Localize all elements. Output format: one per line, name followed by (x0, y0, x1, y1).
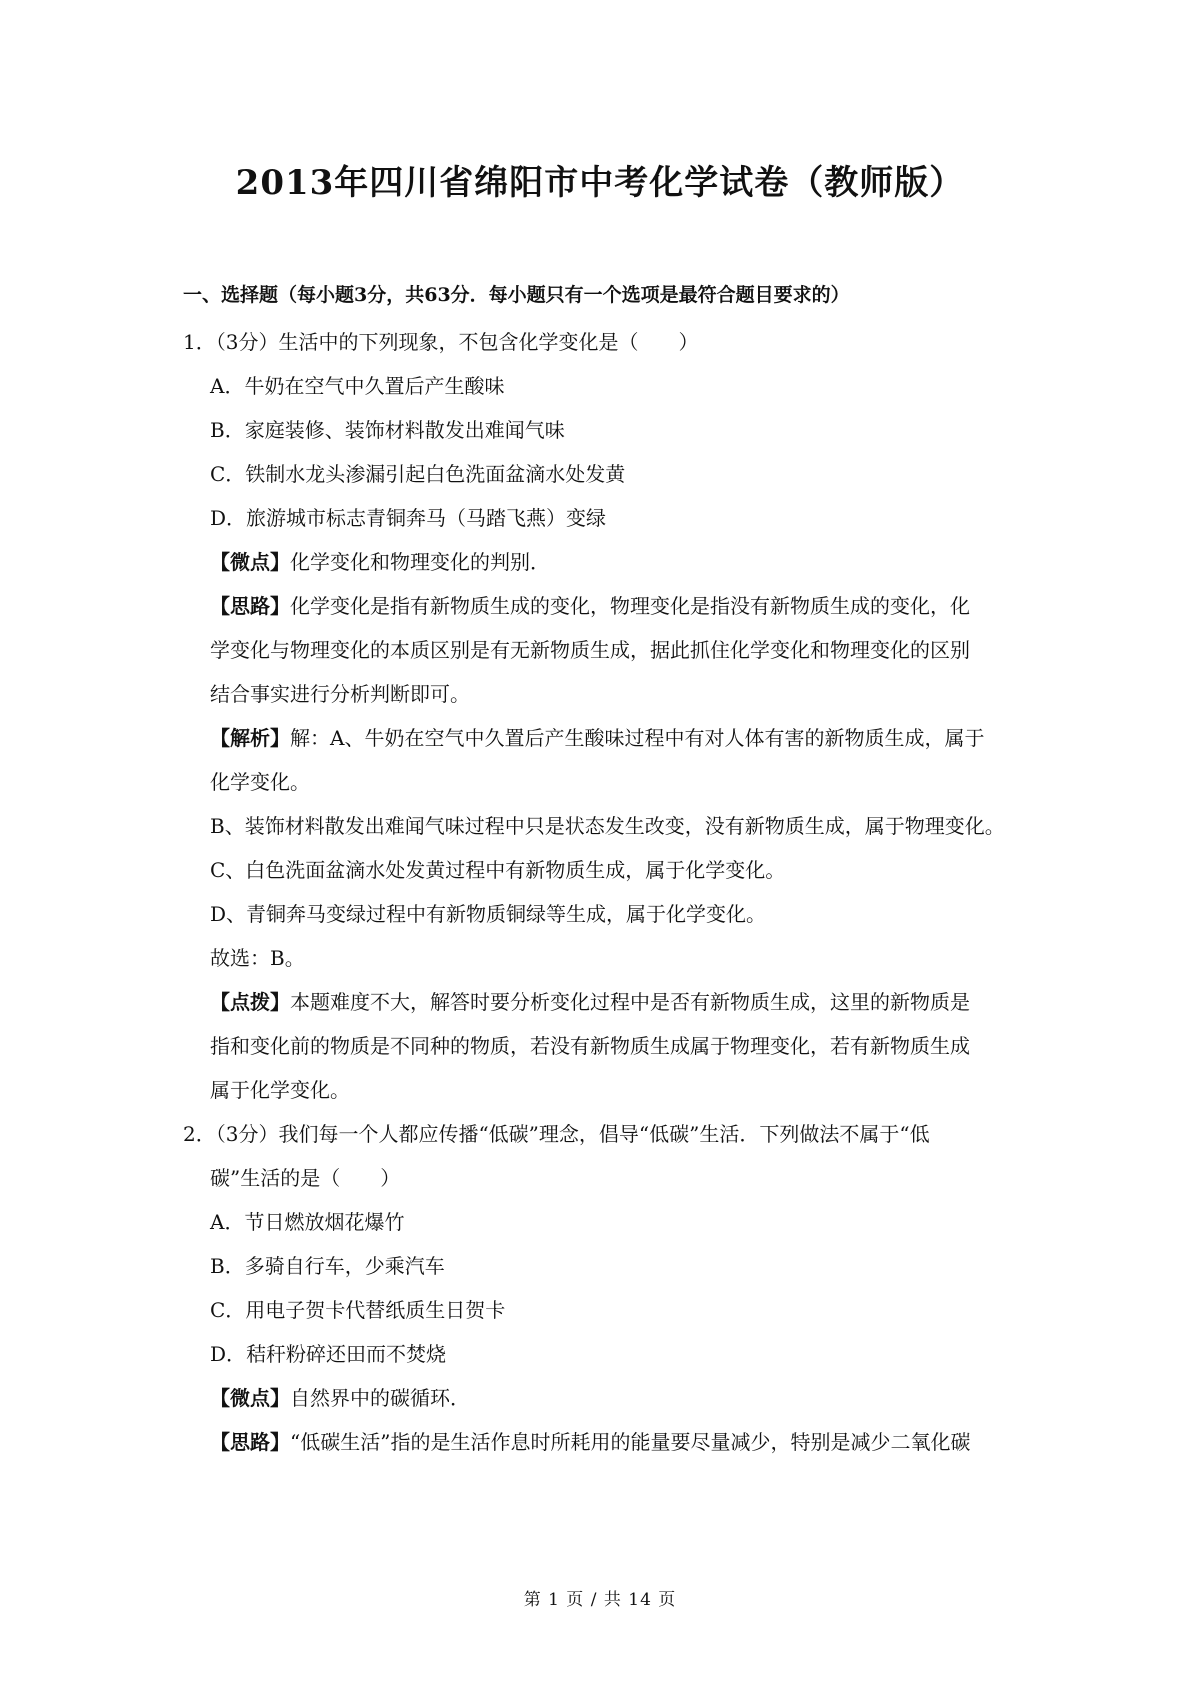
question-1-analysis-line-1 (210, 724, 984, 752)
question-1-point (210, 548, 550, 576)
point-text: 自然界中的碳循环． (290, 1386, 470, 1410)
question-1-analysis-line-5: D、青铜奔马变绿过程中有新物质铜绿等生成，属于化学变化。 (210, 902, 767, 926)
analysis-label: 【解析】 (210, 726, 290, 750)
question-2-point (210, 1384, 470, 1412)
question-1-analysis-line-2: 化学变化。 (210, 770, 310, 794)
question-1-idea-line-3: 结合事实进行分析判断即可。 (210, 682, 470, 706)
question-2-stem-line-1: 2．（3分）我们每一个人都应传播“低碳”理念，倡导“低碳”生活．下列做法不属于“低 (183, 1122, 930, 1146)
page-footer: 第 1 页 / 共 14 页 (523, 1590, 677, 1610)
question-2-stem-line-2: 碳”生活的是（ ） (210, 1166, 401, 1190)
analysis-text: 解：A、牛奶在空气中久置后产生酸味过程中有对人体有害的新物质生成，属于 (290, 726, 985, 750)
question-2-option-a: A．节日燃放烟花爆竹 (210, 1210, 405, 1234)
question-1-option-a: A．牛奶在空气中久置后产生酸味 (210, 374, 505, 398)
point-label: 【微点】 (210, 550, 290, 574)
idea-text: “低碳生活”指的是生活作息时所耗用的能量要尽量减少，特别是减少二氧化碳 (290, 1430, 971, 1454)
point-text: 化学变化和物理变化的判别． (290, 550, 550, 574)
question-2-option-c: C．用电子贺卡代替纸质生日贺卡 (210, 1298, 506, 1322)
question-2-idea-line-1 (210, 1428, 970, 1456)
question-1-answer: 故选：B。 (210, 946, 305, 970)
page-title: 2013年四川省绵阳市中考化学试卷（教师版） (235, 163, 965, 203)
idea-label: 【思路】 (210, 1430, 290, 1454)
question-1-option-b: B．家庭装修、装饰材料散发出难闻气味 (210, 418, 565, 442)
question-1-comment-line-3: 属于化学变化。 (210, 1078, 350, 1102)
question-1-option-d: D．旅游城市标志青铜奔马（马踏飞燕）变绿 (210, 506, 607, 530)
question-1-idea-line-1 (210, 592, 970, 620)
question-1-analysis-line-3: B、装饰材料散发出难闻气味过程中只是状态发生改变，没有新物质生成，属于物理变化。 (210, 814, 1005, 838)
comment-label: 【点拨】 (210, 990, 290, 1014)
question-1-idea-line-2: 学变化与物理变化的本质区别是有无新物质生成，据此抓住化学变化和物理变化的区别 (210, 638, 970, 662)
question-1-analysis-line-4: C、白色洗面盆滴水处发黄过程中有新物质生成，属于化学变化。 (210, 858, 786, 882)
question-1-option-c: C．铁制水龙头渗漏引起白色洗面盆滴水处发黄 (210, 462, 626, 486)
question-2-option-b: B．多骑自行车，少乘汽车 (210, 1254, 445, 1278)
question-1-comment-line-2: 指和变化前的物质是不同种的物质，若没有新物质生成属于物理变化，若有新物质生成 (210, 1034, 970, 1058)
question-1-stem: 1．（3分）生活中的下列现象，不包含化学变化是（ ） (183, 330, 699, 354)
comment-text: 本题难度不大，解答时要分析变化过程中是否有新物质生成，这里的新物质是 (290, 990, 970, 1014)
question-1-comment-line-1 (210, 988, 970, 1016)
point-label: 【微点】 (210, 1386, 290, 1410)
idea-label: 【思路】 (210, 594, 290, 618)
idea-text: 化学变化是指有新物质生成的变化，物理变化是指没有新物质生成的变化，化 (290, 594, 970, 618)
section-heading: 一、选择题（每小题3分，共63分．每小题只有一个选项是最符合题目要求的） (183, 284, 850, 306)
question-2-option-d: D．秸秆粉碎还田而不焚烧 (210, 1342, 447, 1366)
